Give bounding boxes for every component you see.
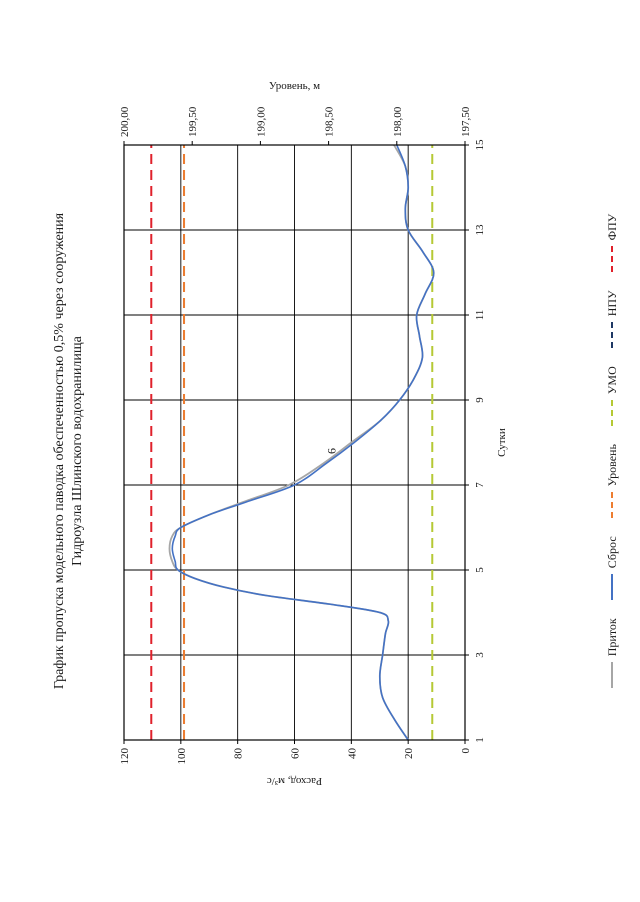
legend-label: Сброс — [604, 536, 619, 569]
tick-label-x: 15 — [474, 139, 486, 151]
tick-label-y2: 197,50 — [460, 106, 472, 137]
legend-label: УМО — [604, 366, 619, 395]
legend-label: Уровень — [604, 444, 619, 487]
tick-label-y2: 200,00 — [119, 106, 131, 137]
tick-label-y: 20 — [403, 748, 416, 759]
chart-title: График пропуска модельного паводка обеспеченностью 0,5% через сооружения — [52, 212, 67, 690]
tick-label-y2: 199,50 — [187, 106, 200, 137]
page-number: 6 — [324, 448, 339, 454]
tick-label-x: 11 — [474, 309, 486, 321]
legend-swatch — [611, 246, 613, 272]
tick-label-y: 80 — [232, 748, 245, 759]
tick-label-y: 100 — [175, 748, 188, 765]
legend-item — [605, 366, 620, 426]
chart-subtitle: Гидроузла Шлинского водохранилища — [70, 336, 85, 566]
series-line-Приток — [170, 145, 434, 740]
legend-item — [605, 618, 620, 688]
legend-swatch — [611, 492, 613, 518]
tick-label-y: 60 — [289, 748, 302, 759]
legend-label: ФПУ — [604, 213, 619, 241]
tick-label-y: 0 — [460, 748, 472, 754]
legend-swatch — [611, 574, 613, 600]
legend-item — [605, 290, 620, 348]
tick-label-x: 5 — [474, 567, 486, 573]
x-axis-label: Сутки — [496, 428, 508, 457]
y2-axis-label: Уровень, м — [268, 80, 321, 92]
legend-swatch — [611, 322, 613, 348]
tick-label-x: 7 — [474, 482, 486, 488]
tick-label-x: 9 — [474, 397, 486, 403]
legend-item — [605, 444, 620, 518]
y-axis-label: Расход, м³/с — [266, 775, 323, 787]
series-line-Сброс — [172, 145, 433, 740]
legend-swatch — [611, 400, 613, 426]
legend-item — [605, 214, 620, 273]
tick-label-y: 40 — [346, 748, 359, 759]
tick-label-y2: 199,00 — [255, 106, 268, 137]
tick-label-x: 3 — [474, 652, 486, 658]
tick-label-y2: 198,50 — [323, 106, 336, 137]
tick-label-x: 1 — [474, 737, 486, 743]
legend — [602, 0, 620, 902]
legend-label: Приток — [604, 618, 619, 657]
tick-label-y2: 198,00 — [391, 106, 404, 137]
tick-label-y: 120 — [119, 748, 131, 765]
legend-swatch — [611, 662, 613, 688]
legend-label: НПУ — [604, 290, 619, 317]
tick-label-x: 13 — [474, 224, 486, 236]
legend-item — [605, 536, 620, 600]
